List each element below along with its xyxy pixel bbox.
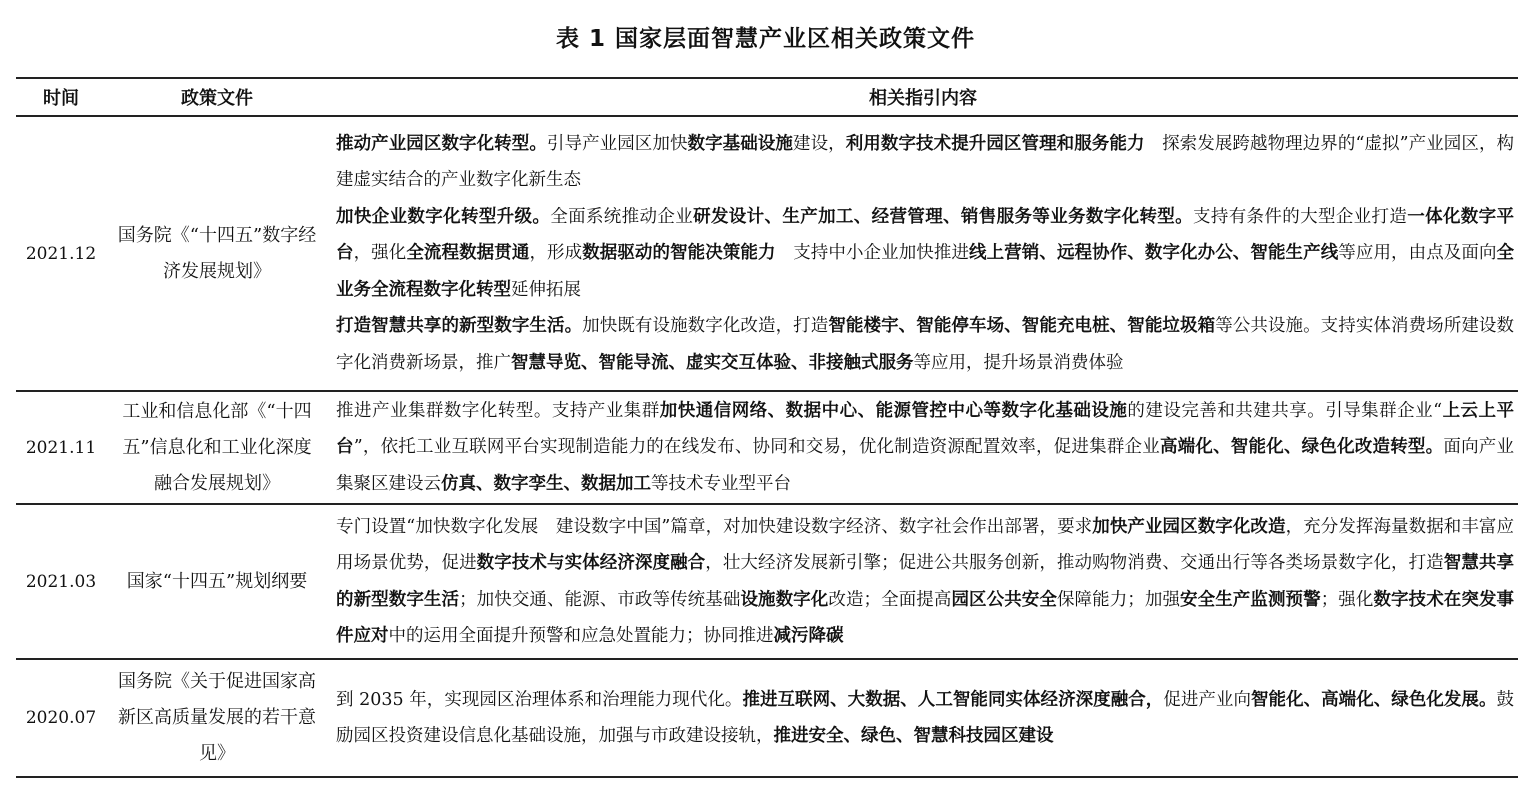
row-time: 2020.07	[16, 659, 106, 777]
row-time: 2021.12	[16, 116, 106, 391]
bold-text: 设施数字化	[740, 589, 829, 610]
bold-text: 数字基础设施	[687, 133, 793, 154]
text: 加快既有设施数字化改造，打造	[582, 316, 829, 337]
content-paragraph	[336, 682, 1514, 755]
row-guidance-content	[328, 504, 1518, 659]
text: 引导产业园区加快	[546, 133, 688, 154]
table-header-row	[16, 78, 1518, 116]
bold-text: 减污降碳	[773, 626, 844, 646]
text: 保障能力；加强	[1056, 589, 1181, 610]
content-paragraph	[336, 393, 1514, 503]
header-policy-document: 政策文件	[106, 78, 328, 116]
bold-text: 智能楼宇、智能停车场、智能充电桩、智能垃圾箱	[828, 316, 1216, 337]
text: 促进产业向	[1163, 689, 1251, 710]
bold-text: 仿真、数字孪生、数据加工	[441, 473, 651, 494]
policy-table	[16, 77, 1518, 778]
text: 支持中小企业加快推进	[775, 243, 970, 264]
bold-text: 数据驱动的智能决策能力	[582, 243, 776, 264]
header-guidance-content: 相关指引内容	[328, 78, 1518, 116]
bold-text: 安全生产监测预警	[1180, 589, 1321, 610]
bold-text: 智能化、高端化、绿色化发展。	[1251, 689, 1497, 710]
bold-text: 智慧共享的新型数字生活	[336, 553, 1515, 610]
text: 探索发展跨越物理边界的“虚拟”产业园区，构建虚实结合的产业数字化新生态	[336, 133, 1515, 191]
row-guidance-content	[328, 116, 1518, 391]
bold-text: 数字技术在突发事件应对	[336, 589, 1515, 646]
bold-text: 研发设计、生产加工、经营管理、销售服务等业务数字化转型。	[693, 206, 1193, 227]
bold-text: 数字技术与实体经济深度融合	[476, 553, 706, 573]
text: ，强化	[353, 243, 407, 264]
text: 等应用，由点及面向	[1338, 243, 1497, 264]
text: 推进产业集群数字化转型。支持产业集群	[336, 400, 660, 421]
row-time: 2021.11	[16, 391, 106, 504]
bold-text: 利用数字技术提升园区管理和服务能力	[845, 133, 1145, 154]
bold-text: 全流程数据贯通	[406, 243, 530, 264]
text: 面向产业集聚区建设云	[336, 437, 1514, 494]
bold-text: 打造智慧共享的新型数字生活。	[336, 316, 583, 337]
row-policy-document: 工业和信息化部《“十四五”信息化和工业化深度融合发展规划》	[106, 391, 328, 504]
row-policy-document: 国务院《“十四五”数字经济发展规划》	[106, 116, 328, 391]
text: 等技术专业型平台	[651, 473, 791, 494]
text: 中的运用全面提升预警和应急处置能力；协同推进	[388, 626, 774, 646]
bold-text: 园区公共安全	[951, 589, 1057, 610]
text: ；强化	[1320, 589, 1374, 610]
bold-text: 全业务全流程数字化转型	[336, 243, 1515, 300]
bold-text: 一体化数字平台	[336, 206, 1515, 264]
bold-text: 推动产业园区数字化转型。	[336, 133, 547, 154]
text: 的建设完善和共建共享。引导集群企业“	[1127, 400, 1443, 421]
content-paragraph	[336, 199, 1514, 309]
text: ，壮大经济发展新引擎；促进公共服务创新，推动购物消费、交通出行等各类场景数字化，打造	[705, 553, 1444, 573]
row-time: 2021.03	[16, 504, 106, 659]
text: ；加快交通、能源、市政等传统基础	[459, 589, 741, 610]
bold-text: 智慧导览、智能导流、虚实交互体验、非接触式服务	[511, 352, 914, 373]
text: 延伸拓展	[511, 279, 581, 300]
row-policy-document: 国务院《关于促进国家高新区高质量发展的若干意见》	[106, 659, 328, 777]
text: ”，依托工业互联网平台实现制造能力的在线发布、协同和交易，优化制造资源配置效率，促进集群企业	[353, 437, 1160, 458]
bold-text: 线上营销、远程协作、数字化办公、智能生产线	[969, 243, 1339, 264]
bold-text: 高端化、智能化、绿色化改造转型。	[1159, 437, 1444, 458]
text: 改造；全面提高	[828, 589, 952, 610]
content-paragraph	[336, 308, 1514, 381]
row-policy-document: 国家“十四五”规划纲要	[106, 504, 328, 659]
text: 等公共设施。支持实体消费场所建设数字化消费新场景，推广	[336, 316, 1515, 373]
text: ，形成	[529, 243, 583, 264]
row-guidance-content	[328, 391, 1518, 504]
table-row	[16, 116, 1518, 391]
text: 专门设置“加快数字化发展 建设数字中国”篇章，对加快建设数字经济、数字社会作出部署，要求	[336, 516, 1093, 537]
text: 全面系统推动企业	[550, 206, 694, 227]
text: 建设，	[793, 133, 846, 154]
bold-text: 加快企业数字化转型升级。	[336, 206, 551, 227]
content-paragraph	[336, 509, 1514, 655]
table-row	[16, 391, 1518, 504]
bold-text: 推进安全、绿色、智慧科技园区建设	[773, 726, 1054, 746]
bold-text: 加快产业园区数字化改造	[1092, 516, 1286, 537]
bold-text: 上云上平台	[336, 400, 1515, 458]
content-paragraph	[336, 126, 1514, 199]
text: 支持有条件的大型企业打造	[1193, 206, 1408, 227]
text: 鼓励园区投资建设信息化基础设施，加强与市政建设接轨，	[336, 689, 1515, 746]
header-time: 时间	[16, 78, 106, 116]
bold-text: 加快通信网络、数据中心、能源管控中心等数字化基础设施	[659, 400, 1128, 421]
row-guidance-content	[328, 659, 1518, 777]
table-title: 表 1 国家层面智慧产业区相关政策文件	[555, 26, 976, 52]
text: ，充分发挥海量数据和丰富应用场景优势，促进	[336, 516, 1515, 573]
bold-text: 推进互联网、大数据、人工智能同实体经济深度融合，	[742, 689, 1164, 710]
text: 到 2035 年，实现园区治理体系和治理能力现代化。	[336, 689, 743, 710]
table-row	[16, 659, 1518, 777]
text: 等应用，提升场景消费体验	[913, 352, 1124, 373]
table-row	[16, 504, 1518, 659]
